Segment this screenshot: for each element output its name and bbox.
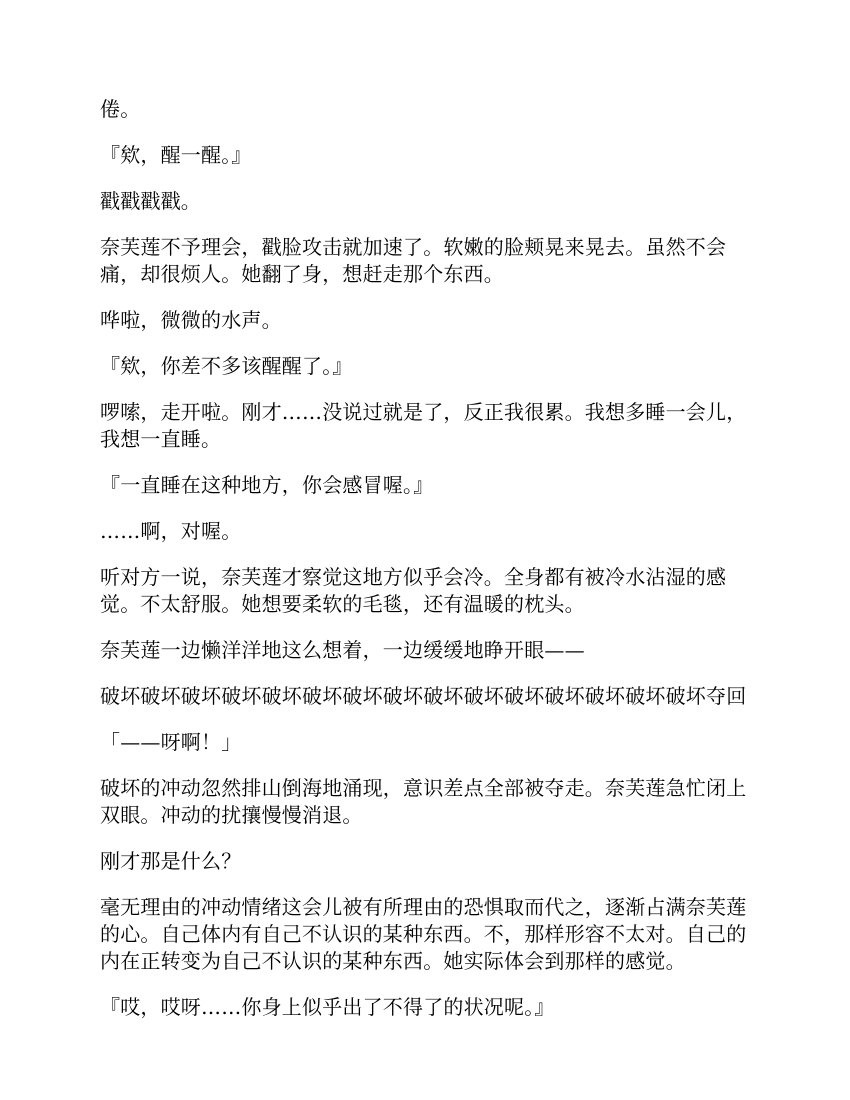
- paragraph: 哗啦，微微的水声。: [100, 308, 282, 332]
- paragraph: 『欸，你差不多该醒醒了。』: [100, 354, 353, 378]
- paragraph: 刚才那是什么？: [100, 849, 242, 873]
- paragraph: 『欸，醒一醒。』: [100, 143, 252, 167]
- paragraph: 毫无理由的冲动情绪这会儿被有所理由的恐惧取而代之，逐渐占满奈芙莲的心。自己体内有自己不认识的某种东西。不，那样形容不太对。自己的内在正转变为自己不认识的某种东西。她实际体会到那样的感觉。: [100, 895, 747, 973]
- paragraph: 啰嗦，走开啦。刚才……没说过就是了，反正我很累。我想多睡一会儿，我想一直睡。: [100, 400, 747, 451]
- paragraph: 倦。: [100, 97, 141, 121]
- paragraph: 戳戳戳戳。: [100, 189, 201, 213]
- paragraph: 『一直睡在这种地方，你会感冒喔。』: [100, 473, 434, 497]
- document-page: [100, 96, 752, 1040]
- paragraph: 破坏的冲动忽然排山倒海地涌现，意识差点全部被夺走。奈芙莲急忙闭上双眼。冲动的扰攘慢慢消退。: [100, 776, 747, 827]
- paragraph: 奈芙莲一边懒洋洋地这么想着，一边缓缓地睁开眼——: [100, 638, 585, 662]
- paragraph: 奈芙莲不予理会，戳脸攻击就加速了。软嫩的脸颊晃来晃去。虽然不会痛，却很烦人。她翻了身，想赶走那个东西。: [100, 235, 727, 286]
- paragraph: 破坏破坏破坏破坏破坏破坏破坏破坏破坏破坏破坏破坏破坏破坏破坏夺回: [100, 684, 747, 708]
- paragraph: 「——呀啊！」: [100, 730, 242, 754]
- paragraph: 『哎，哎呀……你身上似乎出了不得了的状况呢。』: [100, 995, 555, 1019]
- paragraph: ……啊，对喔。: [100, 519, 242, 543]
- paragraph: 听对方一说，奈芙莲才察觉这地方似乎会冷。全身都有被冷水沾湿的感觉。不太舒服。她想要柔软的毛毯，还有温暖的枕头。: [100, 565, 727, 616]
